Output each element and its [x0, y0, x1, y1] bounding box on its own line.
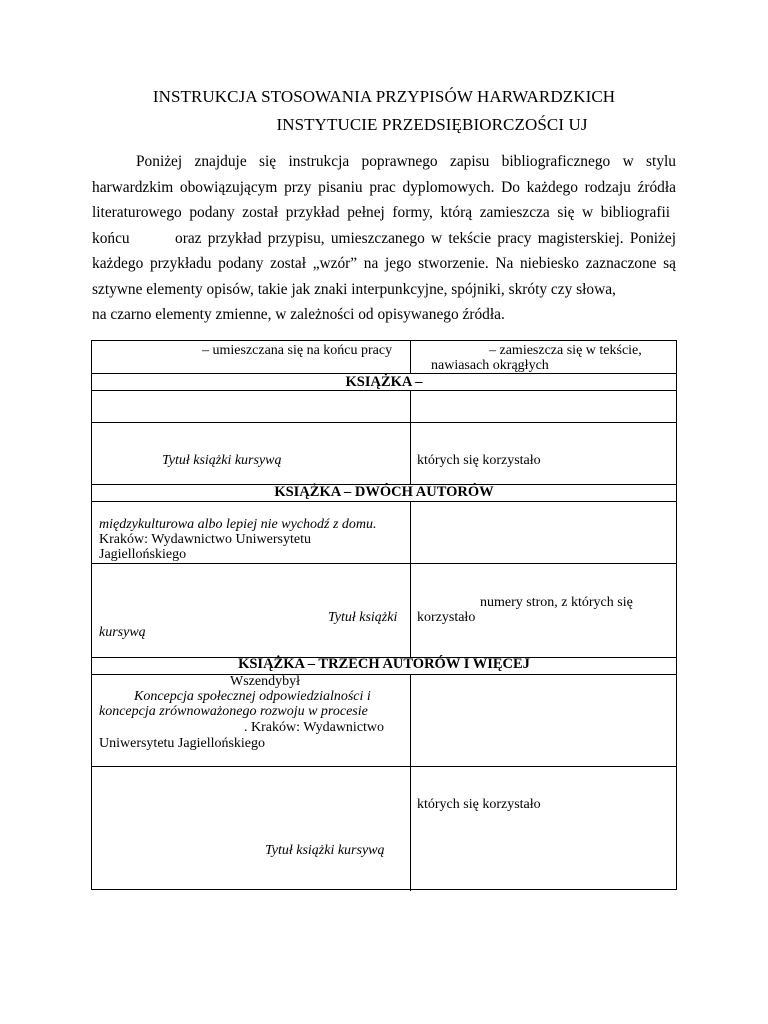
intro-line-4a: końcu [92, 230, 130, 247]
three-authors-example-line-1: Wszendybył [230, 674, 300, 689]
intro-line-2: harwardzkim obowiązującym przy pisaniu prac dyplomowych. Do każdego rodzaju źródła [92, 179, 676, 196]
row-rule [92, 563, 676, 564]
document-title-line-2: INSTYTUCIE PRZEDSIĘBIORCZOŚCI UJ [276, 115, 588, 134]
row-rule [92, 766, 676, 767]
col-divider [410, 674, 411, 891]
two-authors-example-line-1: międzykulturowa albo lepiej nie wychodź z domu. [99, 517, 377, 532]
book-pattern-right: których się korzystało [417, 453, 541, 468]
footnote-column-header-line-1: – zamieszcza się w tekście, [489, 343, 642, 358]
three-authors-example-line-3: koncepcja zrównoważonego rozwoju w procesie [99, 704, 368, 719]
col-divider [410, 341, 411, 373]
intro-line-4b: oraz przykład przypisu, umieszczanego w tekście pracy magisterskiej. Poniżej [175, 230, 676, 247]
two-authors-example-line-2: Kraków: Wydawnictwo Uniwersytetu [99, 532, 311, 547]
three-authors-example-line-4: . Kraków: Wydawnictwo [244, 720, 385, 735]
citation-table [91, 340, 677, 890]
row-rule [92, 422, 676, 423]
two-authors-pattern-right-line-1: numery stron, z których się [480, 595, 633, 610]
row-rule [92, 674, 676, 675]
two-authors-pattern-right-line-2: korzystało [417, 610, 476, 625]
section-header-book: KSIĄŻKA – [345, 374, 423, 390]
document-title-line-1: INSTRUKCJA STOSOWANIA PRZYPISÓW HARWARDZKICH [152, 87, 616, 106]
intro-line-1: Poniżej znajduje się instrukcja poprawnego zapisu bibliograficznego w stylu [136, 153, 676, 170]
two-authors-example-line-3: Jagiellońskiego [99, 547, 187, 562]
section-header-two-authors: KSIĄŻKA – DWÓCH AUTORÓW [274, 484, 494, 500]
three-authors-pattern-right: których się korzystało [417, 797, 541, 812]
two-authors-pattern-left-line-2: kursywą [99, 625, 146, 640]
section-header-three-authors: KSIĄŻKA – TRZECH AUTORÓW I WIĘCEJ [238, 656, 530, 672]
three-authors-example-line-2: Koncepcja społecznej odpowiedzialności i [134, 689, 371, 704]
row-rule [92, 501, 676, 502]
two-authors-pattern-left-line-1: Tytuł książki [328, 610, 398, 625]
intro-line-7: na czarno elementy zmienne, w zależności od opisywanego źródła. [92, 306, 505, 323]
intro-line-6: sztywne elementy opisów, takie jak znaki interpunkcyjne, spójniki, skróty czy słowa, [92, 281, 616, 298]
bibliography-column-header: – umieszczana się na końcu pracy [202, 343, 393, 358]
col-divider [410, 501, 411, 657]
col-divider [410, 390, 411, 484]
footnote-column-header-line-2: nawiasach okrągłych [431, 358, 549, 373]
three-authors-example-line-5: Uniwersytetu Jagiellońskiego [99, 736, 266, 751]
intro-line-5: każdego przykładu podany został „wzór” na jego stworzenie. Na niebiesko zaznaczone są [92, 255, 676, 272]
book-pattern-left: Tytuł książki kursywą [162, 453, 282, 468]
three-authors-pattern-left: Tytuł książki kursywą [265, 843, 385, 858]
intro-line-3: literaturowego podany został przykład pełnej formy, którą zamieszcza się w bibliografii [92, 204, 670, 221]
